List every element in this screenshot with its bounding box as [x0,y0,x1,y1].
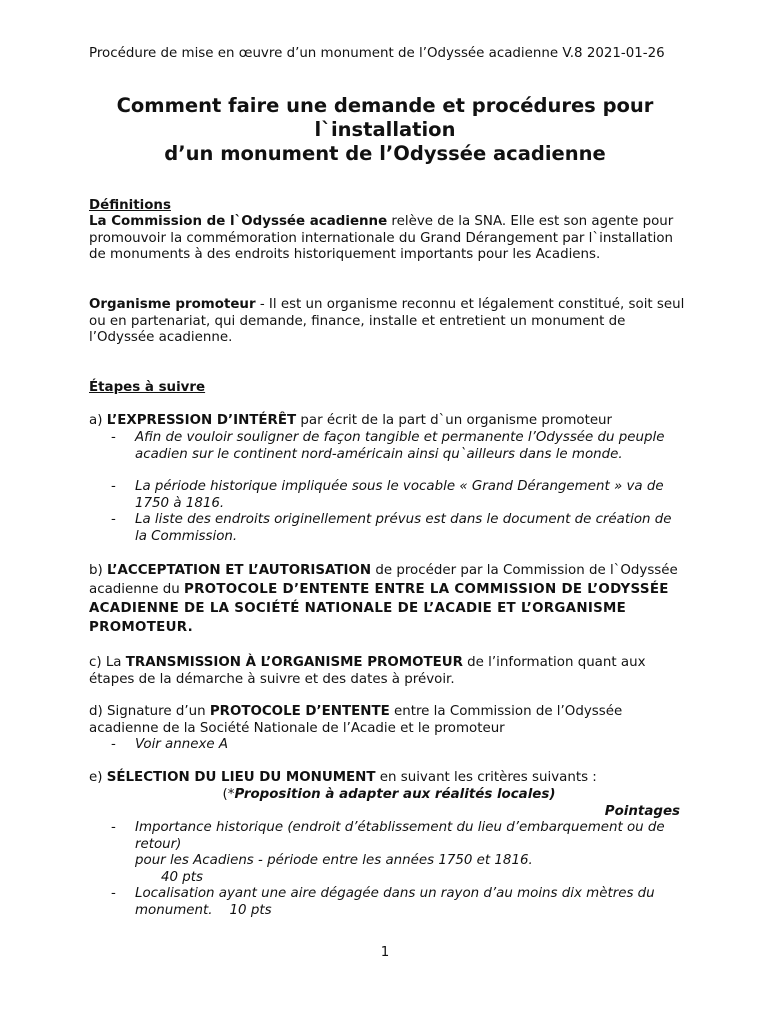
bullet-dash: - [111,479,116,494]
step-b-protocol: PROTOCOLE D’ENTENTE ENTRE LA COMMISSION DE L’ODYSSÉE ACADIENNE DE LA SOCIÉTÉ NATIONALE DE L’ACADIE ET L’ORGANISME PROMOTEUR. [89,582,669,635]
title-line-2: l`installation [314,118,456,141]
step-e-bullet-2 [111,886,681,920]
step-c-term: TRANSMISSION À L’ORGANISME PROMOTEUR [125,655,463,670]
step-a-bullet-1 [111,430,681,480]
bullet-text-continued: pour les Acadiens - période entre les années 1750 et 1816. [135,853,533,868]
commission-term: La Commission de l`Odyssée acadienne [89,214,388,229]
organisme-term: Organisme promoteur [89,297,256,312]
step-e-text: en suivant les critères suivants : [375,770,597,785]
title-line-3: d’un monument de l’Odyssée acadienne [164,142,606,165]
page-header: Procédure de mise en œuvre d’un monument de l’Odyssée acadienne V.8 2021-01-26 [89,46,665,61]
step-b-text: de procéder par la Commission de l`Odyssée acadienne du [89,563,678,597]
step-a-text: par écrit de la part d`un organisme promoteur [296,413,613,428]
bullet-2-text: Localisation ayant une aire dégagée dans un rayon d’au moins dix mètres du monument. [135,886,655,918]
note-text: Proposition à adapter aux réalités locales) [234,787,556,802]
step-e-term: SÉLECTION DU LIEU DU MONUMENT [106,770,376,785]
step-d [89,704,689,737]
bullet-text: Afin de vouloir souligner de façon tangible et permanente l’Odyssée du peuple acadien sur le continent nord-américain ainsi qu`ailleurs dans le monde. [135,430,665,462]
definition-organisme [89,297,689,347]
bullet-dash: - [111,820,116,835]
step-e-prefix: e) [89,770,107,785]
step-d-prefix: d) Signature d’un [89,704,210,719]
step-b-term: L’ACCEPTATION ET L’AUTORISATION [106,563,372,578]
document-title [60,94,710,166]
step-a-term: L’EXPRESSION D’INTÉRÊT [106,413,297,428]
definitions-heading: Définitions [89,198,171,213]
bullet-dash: - [111,737,116,752]
step-c-prefix: c) La [89,655,126,670]
pointages-heading: Pointages [604,804,680,819]
step-b [89,561,689,637]
step-c-text: de l’information quant aux étapes de la démarche à suivre et des dates à prévoir. [89,655,646,687]
step-b-prefix: b) [89,563,107,578]
step-a [89,413,689,430]
commission-text: relève de la SNA. Elle est son agente pour promouvoir la commémoration internationale du Grand Dérangement par l`installation de monuments à des endroits historiquement importants pour les Acadiens. [89,214,674,262]
title-line-1: Comment faire une demande et procédures pour [116,94,654,117]
bullet-dash: - [111,430,116,445]
bullet-text: Importance historique (endroit d’établissement du lieu d’embarquement ou de retour) [135,820,665,852]
bullet-text: Voir annexe A [135,737,229,752]
definition-commission [89,214,689,264]
step-c [89,655,689,688]
organisme-text: - Il est un organisme reconnu et légalement constitué, soit seul ou en partenariat, qui demande, finance, installe et entretient un monument de l’Odyssée acadienne. [89,297,685,345]
bullet-text: La liste des endroits originellement prévus est dans le document de création de la Commission. [135,512,672,544]
step-d-text: entre la Commission de l’Odyssée acadienne de la Société Nationale de l’Acadie et le promoteur [89,704,623,736]
points-value: 40 pts [161,870,204,885]
page-number: 1 [380,945,390,960]
note-prefix: (* [222,787,235,802]
step-a-bullet-2 [111,479,681,513]
bullet-dash: - [111,886,116,901]
step-d-bullet [111,737,681,754]
step-a-prefix: a) [89,413,107,428]
bullet-text [135,886,680,919]
step-e [89,770,689,787]
bullet-dash: - [111,512,116,527]
etapes-heading: Étapes à suivre [89,380,206,395]
step-a-bullet-3 [111,512,681,546]
step-d-term: PROTOCOLE D’ENTENTE [209,704,390,719]
bullet-text: La période historique impliquée sous le vocable « Grand Dérangement » va de 1750 à 1816. [135,479,664,511]
points-value: 10 pts [229,902,272,918]
step-e-note [89,787,689,804]
